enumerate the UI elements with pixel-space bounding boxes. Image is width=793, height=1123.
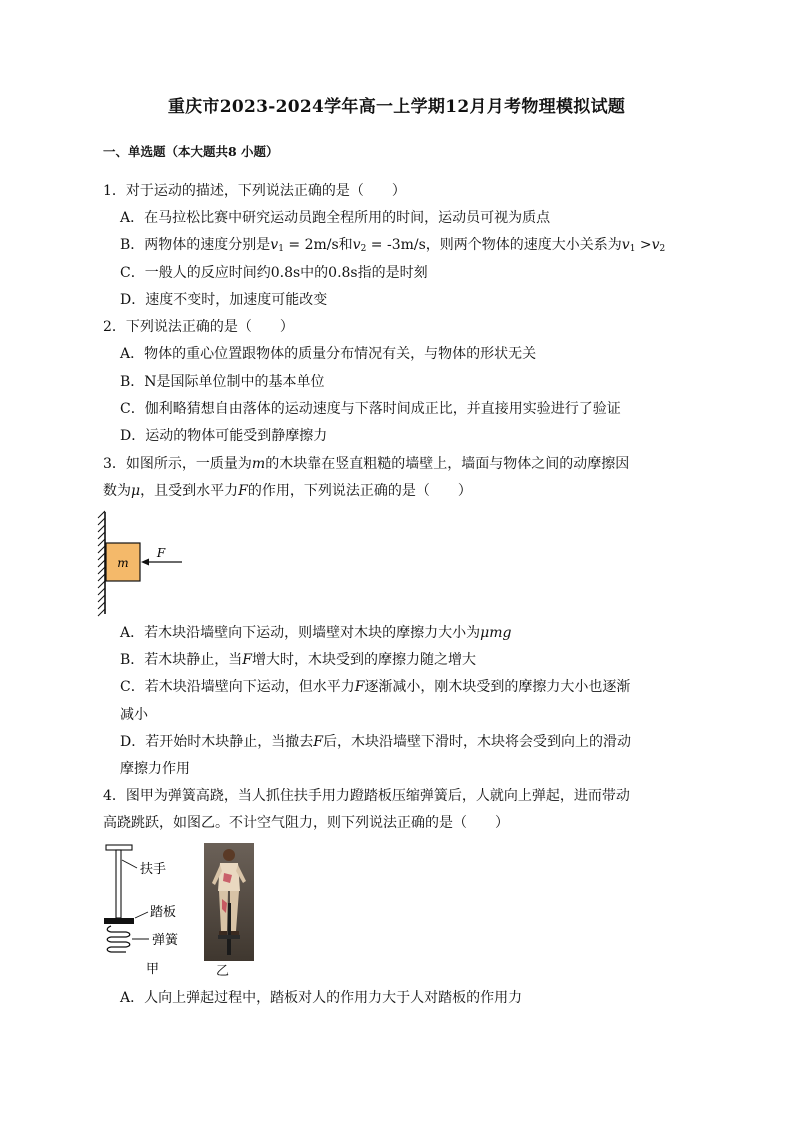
q1-option-a: A．在马拉松比赛中研究运动员跑全程所用的时间，运动员可视为质点 [120, 210, 551, 226]
q4-pogo-diagram [96, 840, 196, 980]
pedal-label: 踏板 [150, 905, 177, 920]
wall-hatching [98, 511, 105, 616]
figure-jia-caption: 甲 [146, 962, 160, 977]
q1-option-c: C．一般人的反应时间约0.8s中的0.8s指的是时刻 [120, 265, 428, 281]
q3-option-c: C．若木块沿墙壁向下运动，但水平力F逐渐减小，刚木块受到的摩擦力大小也逐渐 [120, 679, 631, 695]
q3-option-d-cont: 摩擦力作用 [120, 761, 190, 777]
force-arrow-head [141, 559, 149, 566]
q1-option-b: B．两物体的速度分别是$v_1 = 2m/s$和$v_2 = -3m/s$，则两个物体的速度大小关系为$v_1 >v_2$ [120, 237, 666, 254]
q3-stem-line1: 3．如图所示，一质量为m的木块靠在竖直粗糙的墙壁上，墙面与物体之间的动摩擦因 [103, 456, 630, 472]
q4-stem-line2: 高跷跳跃，如图乙。不计空气阻力，则下列说法正确的是（ ） [103, 815, 509, 831]
q3-option-d: D．若开始时木块静止，当撤去F后，木块沿墙壁下滑时，木块将会受到向上的滑动 [120, 734, 631, 750]
pedal-bar [104, 918, 134, 924]
q2-option-a: A．物体的重心位置跟物体的质量分布情况有关，与物体的形状无关 [120, 346, 537, 362]
figure-yi-caption: 乙 [216, 964, 230, 979]
q2-option-b: B．N是国际单位制中的基本单位 [120, 374, 325, 390]
block-mass-label: m [117, 556, 129, 570]
spring-label: 弹簧 [152, 933, 179, 948]
spring-coil [107, 926, 130, 952]
q1-stem: 1．对于运动的描述，下列说法正确的是（ ） [103, 183, 406, 199]
section-heading: 一、单选题（本大题共8 小题） [103, 144, 279, 159]
q3-option-b: B．若木块静止，当F增大时，木块受到的摩擦力随之增大 [120, 652, 477, 668]
handle-label: 扶手 [140, 862, 167, 877]
q3-option-a: A．若木块沿墙壁向下运动，则墙壁对木块的摩擦力大小为μmg [120, 625, 512, 641]
q3-wall-block-figure [96, 510, 196, 620]
q4-stem-line1: 4．图甲为弹簧高跷，当人抓住扶手用力蹬踏板压缩弹簧后，人就向上弹起，进而带动 [103, 788, 630, 804]
page-title: 重庆市2023-2024学年高一上学期12月月考物理模拟试题 [167, 97, 626, 117]
q4-photo [204, 843, 254, 961]
q2-option-d: D．运动的物体可能受到静摩擦力 [120, 428, 328, 444]
q3-stem-line2: 数为μ，且受到水平力F的作用，下列说法正确的是（ ） [103, 483, 472, 499]
q2-stem: 2．下列说法正确的是（ ） [103, 319, 294, 335]
q4-option-a: A．人向上弹起过程中，踏板对人的作用力大于人对踏板的作用力 [120, 990, 523, 1006]
q1-option-d: D．速度不变时，加速度可能改变 [120, 292, 328, 308]
q3-option-c-cont: 减小 [120, 707, 148, 723]
person-head [223, 849, 235, 861]
q2-option-c: C．伽利略猜想自由落体的运动速度与下落时间成正比，并直接用实验进行了验证 [120, 401, 621, 417]
force-label: F [156, 546, 166, 560]
